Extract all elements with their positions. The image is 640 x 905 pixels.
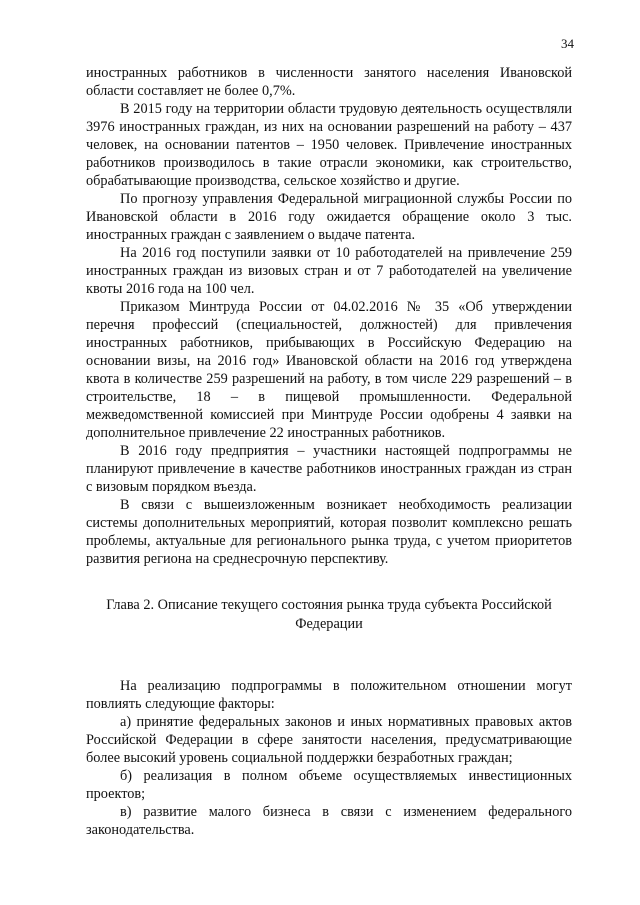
- list-item: в) развитие малого бизнеса в связи с изменением федерального законодательства.: [86, 804, 572, 838]
- list-item: а) принятие федеральных законов и иных нормативных правовых актов Российской Федерации в сфере занятости населения, предусматривающие более высокий уровень социальной поддержки безработных граждан;: [86, 714, 572, 766]
- page-content: [86, 64, 572, 839]
- paragraph: В 2015 году на территории области трудовую деятельность осуществляли 3976 иностранных граждан, из них на основании разрешений на работу – 437 человек, на основании патентов – 1950 человек. Привлечение иностранных работников производилось в такие отрасли экономики, как строительство, обрабатывающие производства, сельское хозяйство и другие.: [86, 101, 572, 189]
- paragraph: На 2016 год поступили заявки от 10 работодателей на привлечение 259 иностранных граждан из визовых стран и от 7 работодателей на увеличение квоты 2016 года на 100 чел.: [86, 245, 572, 297]
- chapter-heading: Глава 2. Описание текущего состояния рынка труда субъекта Российской Федерации: [106, 597, 552, 632]
- page-number: 34: [561, 36, 574, 51]
- list-item: б) реализация в полном объеме осуществляемых инвестиционных проектов;: [86, 768, 572, 802]
- paragraph: Приказом Минтруда России от 04.02.2016 № 35 «Об утверждении перечня профессий (специальностей, должностей) для привлечения иностранных работников, прибывающих в Российскую Федерацию на основании визы, на 2016 год» Ивановской области на 2016 год утверждена квота в количестве 259 разрешений на работу, в том числе 229 разрешений – в строительстве, 18 – в пищевой промышленности. Федеральной межведомственной комиссией при Минтруде России одобрены 4 заявки на дополнительное привлечение 22 иностранных работников.: [86, 299, 572, 441]
- paragraph: По прогнозу управления Федеральной миграционной службы России по Ивановской области в 2016 году ожидается обращение около 3 тыс. иностранных граждан с заявлением о выдаче патента.: [86, 191, 572, 243]
- paragraph: На реализацию подпрограммы в положительном отношении могут повлиять следующие факторы:: [86, 678, 572, 712]
- paragraph: В связи с вышеизложенным возникает необходимость реализации системы дополнительных мероприятий, которая позволит комплексно решать проблемы, актуальные для регионального рынка труда, с учетом приоритетов развития региона на среднесрочную перспективу.: [86, 497, 572, 567]
- paragraph: В 2016 году предприятия – участники настоящей подпрограммы не планируют привлечение в качестве работников иностранных граждан из стран с визовым порядком въезда.: [86, 443, 572, 495]
- paragraph: иностранных работников в численности занятого населения Ивановской области составляет не более 0,7%.: [86, 65, 572, 99]
- spacer: [86, 634, 572, 677]
